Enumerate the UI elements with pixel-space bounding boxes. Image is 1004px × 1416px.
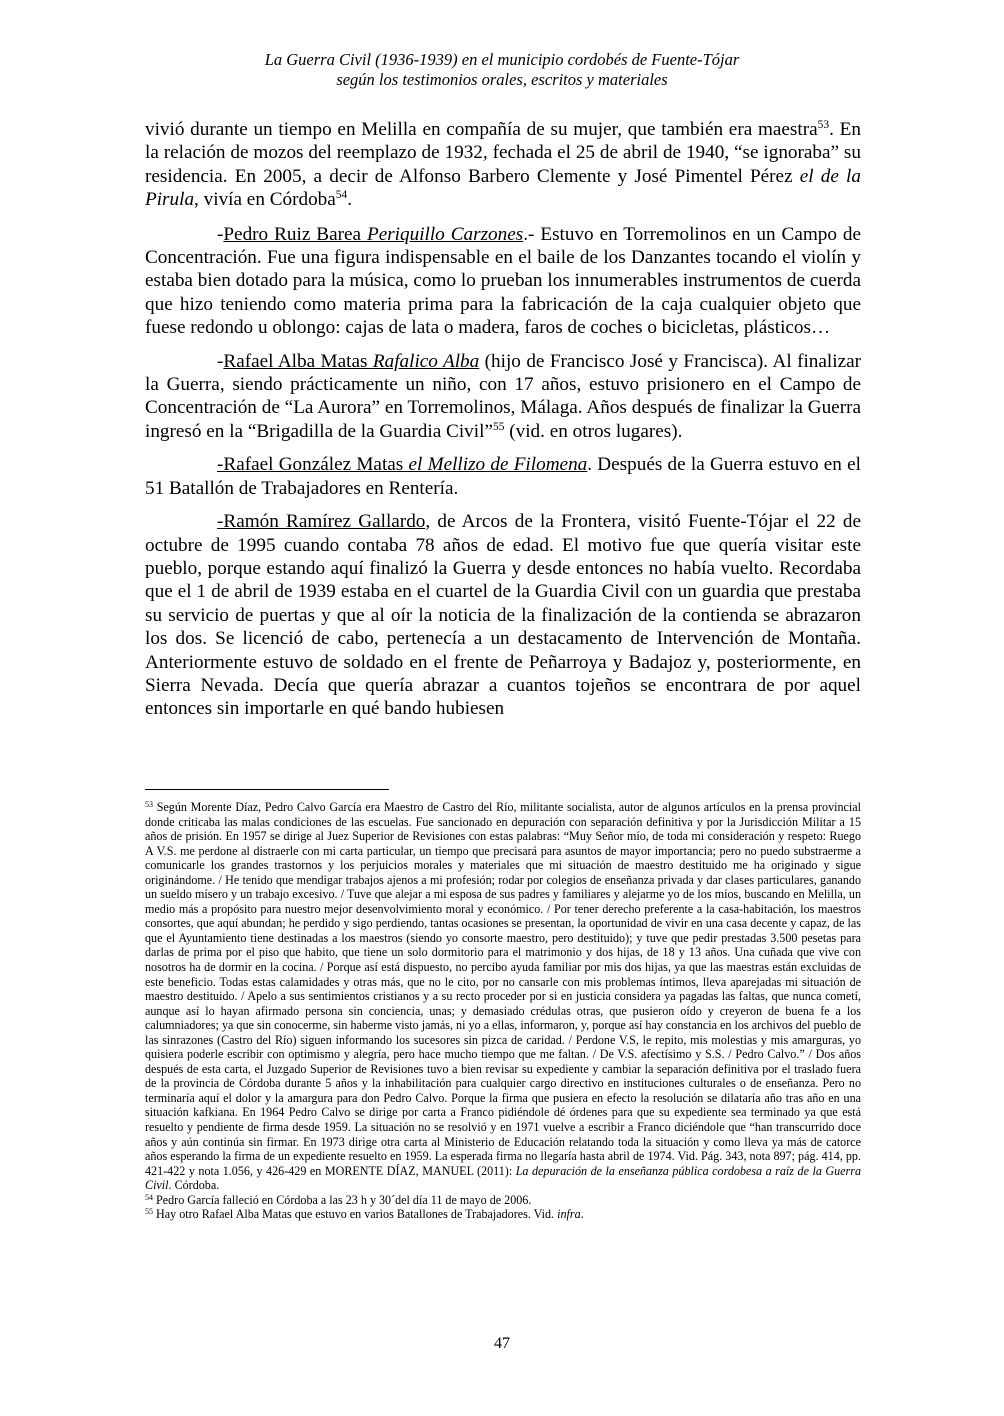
book-title: La depuración de la enseñanza pública cordobesa a raíz de la Guerra Civil bbox=[145, 1163, 861, 1193]
footnote-ref-54[interactable]: 54 bbox=[335, 189, 348, 202]
footnote-text: Según Morente Díaz, Pedro Calvo García era Maestro de Castro del Río, militante socialista, autor de algunos artículos en la prensa provincial donde criticaba las malas condiciones de las escuelas. Fue sancionado en depuración con separación definitiva y por la Jurisdicción Militar a 15 años de prisión. En 1957 se dirige al Juez Superior de Revisiones con estas palabras: “Muy Señor mío, de toda mi consideración y respeto: Ruego A V.S. me perdone al distraerle con mi carta particular, un tiempo que precisará para asuntos de mayor importancia; pero no puedo substraerme a comunicarle los grandes trastornos y los perjuicios morales y materiales que mi situación de maestro destituido me ha originado y sigue originándome. / He tenido que mendigar trabajos ajenos a mi profesión; rodar por colegios de enseñanza privada y dar clases particulares, ganando un sueldo mísero y un trabajo excesivo. / Tuve que alejar a mi esposa de sus padres y familiares y alejarme yo de los míos, buscando en Melilla, un medio más a propósito para nuestro mejor desenvolvimiento moral y económico. / Por tener derecho preferente a la casa-habitación, los maestros consortes, que aquí abundan; he perdido y sigo perdiendo, tantas ocasiones se presentan, la oportunidad de vivir en una casa decente y capaz, de las que el Ayuntamiento tiene destinadas a los maestros (siendo yo consorte maestro, pero destituido); y tuve que pedir prestadas 3.500 pesetas para darlas de prima por el piso que habito, que tiene un solo dormitorio para el matrimonio y dos hijas, de 18 y 13 años. Una cuñada que vive con nosotros ha de dormir en la cocina. / Porque así está dispuesto, no percibo ayuda familiar por mis dos hijas, ya que las maestras están excluidas de este beneficio. Todas estas calamidades y otras más, que no le cito, por no cansarle con mis problemas íntimos, lleva aparejadas mi situación de maestro destituido. / Apelo a sus sentimientos cristianos y a su recto proceder por si en justicia considera ya pagadas las faltas, que nunca cometí, aunque así lo hayan afirmado persona sin conciencia, unas; y demasiado crédulas otras, que pusieron oído y creyeron de buena fe a los calumniadores; ya que sin conocerme, sin haberme visto jamás, ni yo a ellas, informaron, y, porque así hay constancia en los archivos del pueblo de las sinrazones (Castro del Río) siguen informando los sucesores sin pizca de caridad. / Perdone V.S, le repito, mis molestias y mis amarguras, yo quisiera poderle escribir con optimismo y alegría, pero hace mucho tiempo que me faltan. / De V.S. afectísimo y S.S. / Pedro Calvo.” / Dos años después de esta carta, el Juzgado Superior de Revisiones tuvo a bien revisar su expediente y cambiar la separación definitiva por el traslado fuera de la provincia de Córdoba durante 5 años y la inhabilitación para cualquier cargo directivo en instituciones culturales o de enseñanza. Pero no terminaría aquí el dolor y la amargura para don Pedro Calvo. Porque la firma que pusiera en efecto la resolución se dilataría año tras año en una situación kafkiana. En 1964 Pedro Calvo se dirige por carta a Franco pidiéndole dé órdenes para que su expediente sea terminado ya que está resuelto y pendiente de firma desde 1959. La situación no se resolvió y en 1971 vuelve a escribir a Franco diciéndole que “han transcurrido doce años y aún continúa sin firmar. En 1973 dirige otra carta al Ministerio de Educación relatando toda la situación y como lleva ya más de catorce años esperando la firma de un expediente resuelto en 1959. La esperada firma no llegaría hasta abril de 1974. Vid. Pág. 343, nota 897; pág. 414, pp. 421-422 y nota 1.056, y 426-429 en MORENTE DÍAZ, MANUEL (2011): bbox=[145, 800, 861, 1178]
header-title-line-2: según los testimonios orales, escritos y materiales bbox=[336, 70, 668, 89]
footnote-text: . bbox=[580, 1207, 584, 1222]
footnote-number: 55 bbox=[145, 1207, 153, 1217]
header-title-line-1: La Guerra Civil (1936-1939) en el municipio cordobés de Fuente-Tójar bbox=[264, 50, 740, 69]
text-run: - bbox=[217, 350, 224, 372]
text-run: vivió durante un tiempo en Melilla en compañía de su mujer, que también era maestra bbox=[145, 119, 818, 140]
paragraph-rafael-gonzalez-matas bbox=[145, 453, 861, 500]
footnote-separator bbox=[145, 789, 389, 790]
nickname: Rafalico Alba bbox=[372, 350, 480, 372]
paragraph-pedro-ruiz-barea bbox=[145, 223, 861, 340]
person-name bbox=[223, 224, 523, 245]
text-run: , de Arcos de la Frontera, visitó Fuente-Tójar el 22 de octubre de 1995 cuando contaba 78 años de edad. El motivo fue que quería visitar este pueblo, porque estando aquí finalizó la Guerra y desde entonces no había vuelto. Recordaba que el 1 de abril de 1939 estaba en el cuartel de la Guardia Civil con un guardia que prestaba su servicio de puertas y que al oír la noticia de la finalización de la contienda se abrazaron los dos. Se licenció de cabo, pertenecía a un destacamento de Intervención de Montaña. Anteriormente estuvo de soldado en el frente de Peñarroya y Badajoz y, posteriormente, en Sierra Nevada. Decía que quería abrazar a cuantos tojeños se encontrara de por aquel entonces sin importarle en qué bando hubiesen bbox=[145, 511, 861, 720]
person-name-text: -Rafael González Matas bbox=[217, 454, 409, 476]
paragraph-ramon-ramirez-gallardo bbox=[145, 510, 861, 721]
footnote-ref-55[interactable]: 55 bbox=[492, 420, 505, 433]
main-text bbox=[145, 118, 861, 731]
footnote-number: 54 bbox=[145, 1192, 153, 1202]
footnote-text: . Córdoba. bbox=[168, 1178, 220, 1193]
text-run: . Después de la Guerra estuvo en el 51 Batallón de Trabajadores en Rentería. bbox=[145, 454, 861, 499]
person-name bbox=[223, 351, 479, 372]
text-run: , vivía en Córdoba bbox=[194, 189, 336, 211]
nickname: el Mellizo de Filomena bbox=[408, 454, 588, 476]
text-run: . En la relación de mozos del reemplazo de 1932, fechada el 25 de abril de 1940, “se ignoraba” su residencia. En 2005, a decir de Alfonso Barbero Clemente y José Pimentel Pérez bbox=[145, 119, 861, 187]
text-run: - bbox=[217, 223, 224, 245]
footnotes bbox=[145, 800, 861, 1222]
person-name: -Ramón Ramírez Gallardo bbox=[217, 511, 426, 533]
nickname: Periquillo Carzones bbox=[366, 223, 524, 245]
text-run: . bbox=[347, 189, 353, 211]
footnote-53 bbox=[145, 800, 861, 1193]
paragraph-continuation bbox=[145, 118, 861, 212]
nickname: el de la Pirula bbox=[145, 165, 861, 211]
person-name-text: Rafael Alba Matas bbox=[223, 350, 373, 372]
running-header bbox=[0, 50, 1004, 90]
footnote-text: Hay otro Rafael Alba Matas que estuvo en varios Batallones de Trabajadores. Vid. bbox=[153, 1207, 558, 1222]
footnote-number: 53 bbox=[145, 800, 153, 809]
footnote-55 bbox=[145, 1207, 861, 1222]
text-run: (vid. en otros lugares). bbox=[504, 420, 683, 442]
page-number: 47 bbox=[494, 1335, 510, 1352]
person-name bbox=[217, 454, 587, 475]
footnote-text: Pedro García falleció en Córdoba a las 23 h y 30´del día 11 de mayo de 2006. bbox=[153, 1192, 532, 1207]
footnote-ref-53[interactable]: 53 bbox=[817, 119, 830, 131]
vid-infra: infra bbox=[557, 1207, 581, 1222]
text-run: (hijo de Francisco José y Francisca). Al finalizar la Guerra, siendo prácticamente un niño, con 17 años, estuvo prisionero en el Campo de Concentración de “La Aurora” en Torremolinos, Málaga. Años después de finalizar la Guerra ingresó en la “Brigadilla de la Guardia Civil” bbox=[145, 350, 862, 442]
person-name-text: Pedro Ruiz Barea bbox=[223, 223, 367, 245]
paragraph-rafael-alba-matas bbox=[145, 350, 861, 444]
footnote-54 bbox=[145, 1193, 861, 1208]
text-run: .- Estuvo en Torremolinos en un Campo de Concentración. Fue una figura indispensable en el baile de los Danzantes tocando el violín y estaba bien dotado para la música, como lo prueban los innumerables instrumentos de cuerda que hizo teniendo como materia prima para la fabricación de la caja cualquier objeto que fuese redondo u oblongo: cajas de lata o madera, faros de coches o bicicletas, plásticos… bbox=[145, 223, 861, 339]
